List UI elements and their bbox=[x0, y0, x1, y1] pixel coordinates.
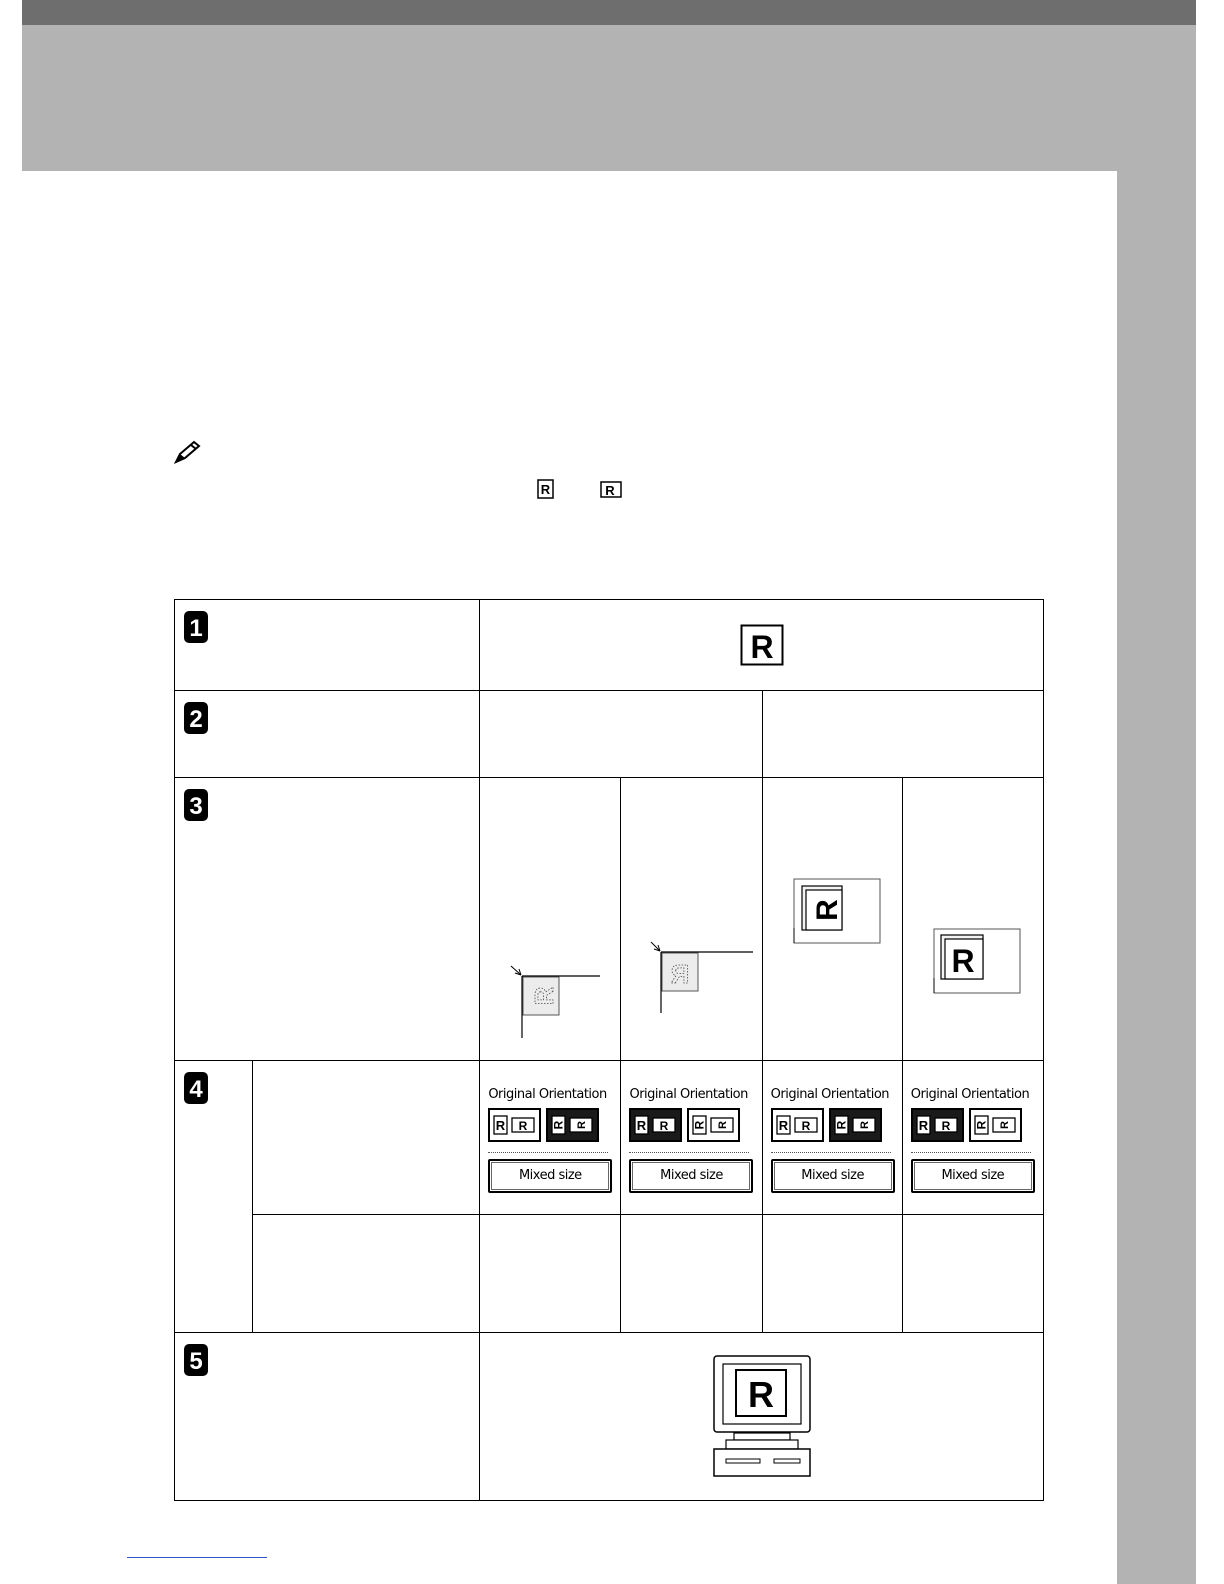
mixed-size-button[interactable]: Mixed size bbox=[911, 1159, 1035, 1193]
panel-title: Original Orientation bbox=[770, 1086, 890, 1102]
portrait-orientation-icon bbox=[535, 478, 557, 500]
portrait-orientation-button[interactable] bbox=[629, 1108, 682, 1142]
panel-title: Original Orientation bbox=[488, 1086, 607, 1102]
table-row bbox=[175, 778, 1044, 1060]
original-orientation-panel bbox=[621, 1061, 761, 1193]
svg-text:R: R bbox=[551, 1120, 566, 1129]
landscape-originals-icon bbox=[549, 1112, 596, 1138]
blank-cell bbox=[480, 691, 762, 778]
result-cell bbox=[480, 1332, 1044, 1500]
svg-text:R: R bbox=[671, 959, 690, 990]
panel-divider bbox=[771, 1152, 891, 1153]
mixed-size-button[interactable]: Mixed size bbox=[488, 1159, 612, 1193]
adf-placement-illustration bbox=[763, 778, 903, 1059]
svg-text:R: R bbox=[951, 943, 975, 980]
landscape-originals-icon bbox=[832, 1112, 879, 1138]
table-row bbox=[175, 1332, 1044, 1500]
svg-text:R: R bbox=[637, 1117, 647, 1133]
sub-label-cell bbox=[253, 1214, 480, 1332]
step-cell bbox=[175, 691, 480, 778]
blank-cell bbox=[762, 691, 1043, 778]
portrait-orientation-button[interactable] bbox=[488, 1108, 541, 1142]
svg-text:R: R bbox=[518, 1118, 528, 1133]
landscape-originals-icon bbox=[972, 1112, 1019, 1138]
svg-text:R: R bbox=[801, 1118, 810, 1133]
blank-cell bbox=[762, 1214, 902, 1332]
landscape-orientation-icon bbox=[600, 478, 622, 500]
placement-cell bbox=[762, 778, 902, 1060]
svg-text:1: 1 bbox=[189, 615, 203, 642]
svg-text:R: R bbox=[778, 1117, 788, 1133]
placement-cell bbox=[621, 778, 762, 1060]
landscape-orientation-button[interactable] bbox=[546, 1108, 599, 1142]
step-cell bbox=[175, 778, 480, 1060]
computer-monitor-icon bbox=[712, 1354, 812, 1478]
panel-title: Original Orientation bbox=[629, 1086, 748, 1102]
portrait-orientation-button[interactable] bbox=[771, 1108, 824, 1142]
svg-text:R: R bbox=[941, 1118, 951, 1133]
svg-text:R: R bbox=[717, 1120, 730, 1129]
mixed-size-button[interactable]: Mixed size bbox=[771, 1159, 895, 1193]
svg-text:R: R bbox=[692, 1120, 707, 1129]
footer-link-underline[interactable] bbox=[127, 1557, 267, 1558]
panel-divider bbox=[488, 1152, 608, 1153]
svg-text:3: 3 bbox=[189, 793, 203, 821]
table-row bbox=[175, 691, 1044, 778]
svg-text:R: R bbox=[660, 1118, 669, 1133]
blank-cell bbox=[621, 1214, 762, 1332]
adf-placement-illustration bbox=[903, 778, 1043, 1059]
landscape-originals-icon bbox=[690, 1112, 737, 1138]
panel-title: Original Orientation bbox=[910, 1086, 1030, 1102]
top-strip bbox=[22, 0, 1196, 25]
table-row bbox=[175, 1214, 1044, 1332]
landscape-orientation-button[interactable] bbox=[687, 1108, 740, 1142]
portrait-originals-icon bbox=[774, 1112, 821, 1138]
original-r-icon bbox=[740, 624, 784, 666]
svg-text:2: 2 bbox=[189, 706, 203, 734]
svg-text:R: R bbox=[974, 1120, 989, 1129]
landscape-orientation-button[interactable] bbox=[829, 1108, 882, 1142]
orientation-panel-cell bbox=[480, 1060, 621, 1214]
orientation-table bbox=[174, 599, 1044, 1501]
step-4-number bbox=[184, 1072, 208, 1104]
portrait-orientation-button[interactable] bbox=[911, 1108, 964, 1142]
original-orientation-panel bbox=[480, 1061, 620, 1193]
portrait-originals-icon bbox=[491, 1112, 538, 1138]
glass-placement-illustration bbox=[621, 778, 761, 1059]
svg-text:R: R bbox=[834, 1120, 849, 1129]
table-row bbox=[175, 1060, 1044, 1214]
svg-text:R: R bbox=[576, 1120, 589, 1129]
header-band bbox=[22, 25, 1196, 171]
panel-divider bbox=[629, 1152, 749, 1153]
step-3-number bbox=[184, 789, 208, 821]
step-cell bbox=[175, 600, 480, 691]
original-orientation-panel bbox=[903, 1061, 1043, 1193]
step-cell bbox=[175, 1332, 480, 1500]
portrait-originals-icon bbox=[632, 1112, 679, 1138]
svg-text:5: 5 bbox=[189, 1347, 203, 1375]
svg-text:R: R bbox=[529, 986, 560, 1006]
placement-cell bbox=[480, 778, 621, 1060]
placement-cell bbox=[902, 778, 1043, 1060]
svg-text:R: R bbox=[810, 899, 844, 922]
svg-text:R: R bbox=[496, 1117, 506, 1133]
svg-text:R: R bbox=[750, 629, 774, 666]
landscape-orientation-button[interactable] bbox=[969, 1108, 1022, 1142]
svg-text:R: R bbox=[747, 1374, 774, 1416]
orientation-panel-cell bbox=[762, 1060, 902, 1214]
sub-label-cell bbox=[253, 1060, 480, 1214]
side-thumb-tab bbox=[1117, 171, 1196, 1584]
svg-text:R: R bbox=[998, 1120, 1011, 1129]
glass-placement-illustration bbox=[480, 778, 620, 1059]
mixed-size-button[interactable]: Mixed size bbox=[629, 1159, 753, 1193]
step-5-number bbox=[184, 1344, 208, 1376]
step-cell bbox=[175, 1060, 253, 1332]
svg-text:4: 4 bbox=[189, 1075, 203, 1103]
original-orientation-panel bbox=[763, 1061, 902, 1193]
table-row bbox=[175, 600, 1044, 691]
svg-text:R: R bbox=[540, 482, 551, 497]
orientation-panel-cell bbox=[902, 1060, 1043, 1214]
original-cell bbox=[480, 600, 1044, 691]
blank-cell bbox=[480, 1214, 621, 1332]
orientation-panel-cell bbox=[621, 1060, 762, 1214]
blank-cell bbox=[902, 1214, 1043, 1332]
panel-divider bbox=[911, 1152, 1031, 1153]
svg-text:R: R bbox=[605, 483, 615, 498]
portrait-originals-icon bbox=[914, 1112, 961, 1138]
svg-text:R: R bbox=[858, 1120, 871, 1129]
pencil-note-icon bbox=[172, 440, 202, 466]
svg-text:R: R bbox=[918, 1117, 928, 1133]
step-2-number bbox=[184, 702, 208, 734]
step-1-number bbox=[184, 611, 208, 643]
